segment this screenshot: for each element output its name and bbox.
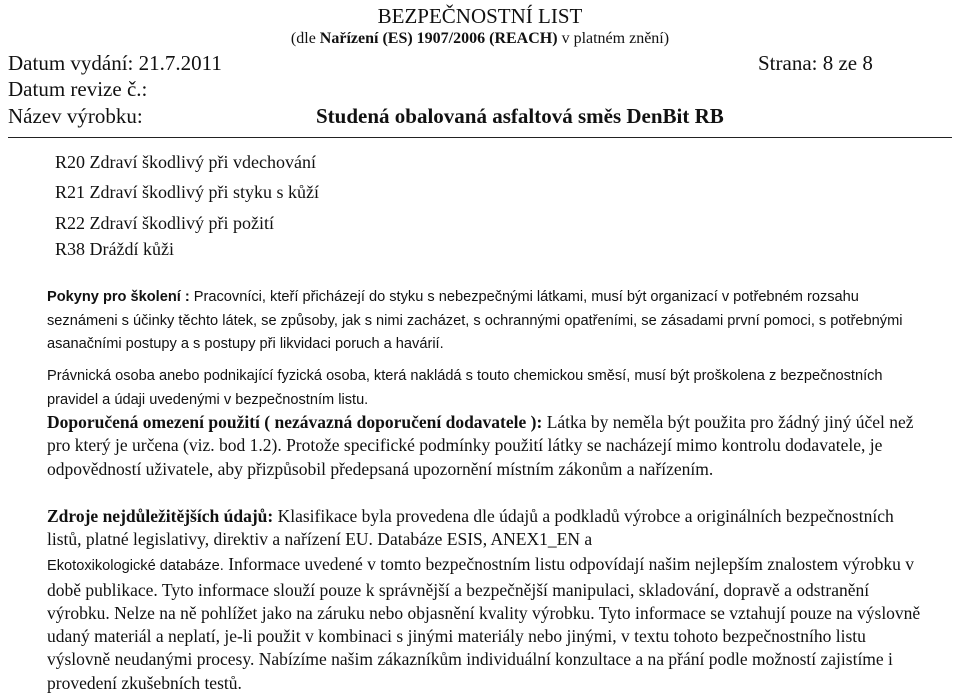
sources-label: Zdroje nejdůležitějších údajů: <box>47 506 274 526</box>
subtitle-prefix: (dle <box>290 30 320 47</box>
risk-phrase-r22: R22 Zdraví škodlivý při požití <box>55 213 274 233</box>
training-paragraph <box>47 286 927 357</box>
issue-date: Datum vydání: 21.7.2011 <box>8 51 222 75</box>
sources-text-1: Klasifikace byla provedena dle údajů a podkladů výrobce a originálních bezpečnostních listů, platné legislativy, direktiv a nařízení EU. Databáze ESIS, ANEX1_EN a <box>47 506 894 550</box>
revision-date: Datum revize č.: <box>8 77 148 101</box>
sources-text-3: Informace uvedené v tomto bezpečnostním listu odpovídají našim nejlepším znalostem výrobku v době publikace. Tyto informace slouží pouze k správnější a bezpečnější manipulaci, skladování, dopravě a odstranění výrobku. Nelze na ně pohlížet jako na záruku nebo objasnění kvality výrobku. Tyto informace se vztahují pouze na výslovně udaný materiál a neplatí, je-li použit v kombinaci s jinými materiály nebo jinými, v textu tohoto bezpečnostního listu výslovně neudanými procesy. Nabízíme našim zákazníkům individuální konzultace a na přání podle možností zajistíme i provedení zkušebních testů. <box>47 554 921 693</box>
restrictions-paragraph <box>47 411 927 481</box>
legal-person-text: Právnická osoba anebo podnikající fyzická osoba, která nakládá s touto chemickou směsí, musí být proškolena z bezpečnostních pravidel a údaji uvedenými v bezpečnostním listu. <box>47 368 883 408</box>
page-number: Strana: 8 ze 8 <box>758 51 873 75</box>
subtitle-suffix: v platném znění) <box>557 30 670 47</box>
training-label: Pokyny pro školení : <box>47 289 190 305</box>
restrictions-text: Látka by neměla být použita pro žádný jiný účel než pro který je určena (viz. bod 1.2). Protože specifické podmínky použití látky se nacházejí mimo kontrolu dodavatele, je odpovědností uživatele, aby přizpůsobil předepsaná upozornění místním zákonům a nařízením. <box>47 412 914 479</box>
training-text: Pracovníci, kteří přicházejí do styku s nebezpečnými látkami, musí být organizací v potřebném rozsahu seznámeni s účinky těchto látek, se způsoby, jak s nimi zacházet, s ochrannými opatřeními, se zásadami první pomoci, s potřebnými asanačními postupy a s postupy při likvidaci poruch a havárií. <box>47 289 903 353</box>
restrictions-label: Doporučená omezení použití ( nezávazná doporučení dodavatele ): <box>47 412 543 432</box>
risk-phrase-r21: R21 Zdraví škodlivý při styku s kůží <box>55 182 319 202</box>
subtitle-regulation: Nařízení (ES) 1907/2006 (REACH) <box>319 30 558 47</box>
sources-paragraph <box>47 505 927 552</box>
document-title: BEZPEČNOSTNÍ LIST <box>377 4 583 28</box>
legal-person-paragraph <box>47 365 927 412</box>
sources-text-2: Ekotoxikologické databáze. <box>47 558 224 574</box>
document-subtitle <box>0 30 960 48</box>
product-label: Název výrobku: <box>8 104 143 128</box>
product-name: Studená obalovaná asfaltová směs DenBit RB <box>316 104 724 128</box>
sources-continuation <box>47 553 927 695</box>
risk-phrase-r20: R20 Zdraví škodlivý při vdechování <box>55 152 316 172</box>
risk-phrase-r38: R38 Dráždí kůži <box>55 239 174 259</box>
header-divider <box>8 137 952 138</box>
